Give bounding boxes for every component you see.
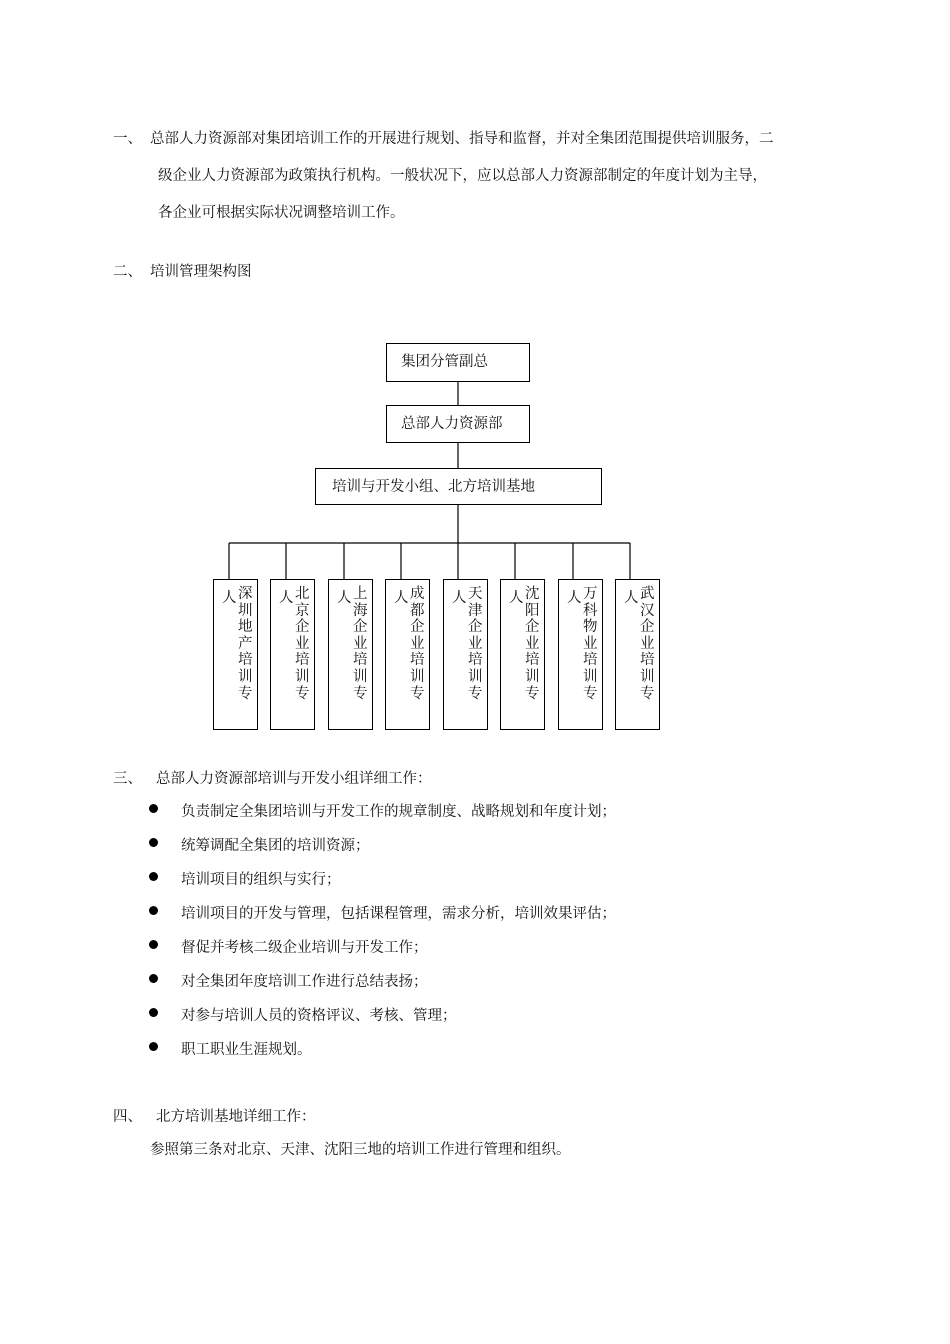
bullet-icon <box>149 974 158 983</box>
section3-item-7: 对参与培训人员的资格评议、考核、管理； <box>181 1008 457 1024</box>
section1-number: 一、 <box>113 131 142 147</box>
bullet-icon <box>149 1042 158 1051</box>
org-branch-tianjin <box>443 579 488 730</box>
branch-prefix: 人 <box>624 590 639 606</box>
org-box-hr-department <box>386 405 530 443</box>
bullet-icon <box>149 906 158 915</box>
section3-title: 总部人力资源部培训与开发小组详细工作： <box>156 771 432 787</box>
section4-body: 参照第三条对北京、天津、沈阳三地的培训工作进行管理和组织。 <box>150 1142 571 1158</box>
branch-label: 北京企业培训专 <box>295 586 310 702</box>
section1-line-1: 总部人力资源部对集团培训工作的开展进行规划、指导和监督，并对全集团范围提供培训服务，二 <box>150 131 774 147</box>
section4-number: 四、 <box>113 1109 142 1125</box>
branch-prefix: 人 <box>394 590 409 606</box>
bullet-icon <box>149 940 158 949</box>
org-box-vice-president-label: 集团分管副总 <box>401 354 488 370</box>
org-branch-chengdu <box>385 579 430 730</box>
branch-label: 上海企业培训专 <box>353 586 368 702</box>
org-box-training-group-label: 培训与开发小组、北方培训基地 <box>332 479 535 495</box>
section2-title: 培训管理架构图 <box>150 264 252 280</box>
org-branch-shenyang <box>500 579 545 730</box>
section3-item-2: 统筹调配全集团的培训资源； <box>181 838 370 854</box>
section3-item-8: 职工职业生涯规划。 <box>181 1042 312 1058</box>
section3-item-6: 对全集团年度培训工作进行总结表扬； <box>181 974 428 990</box>
branch-label: 深圳地产培训专 <box>238 586 253 702</box>
branch-label: 天津企业培训专 <box>468 586 483 702</box>
branch-prefix: 人 <box>279 590 294 606</box>
org-box-training-group <box>315 468 602 505</box>
branch-label: 万科物业培训专 <box>583 586 598 702</box>
org-branch-beijing <box>270 579 315 730</box>
section3-item-5: 督促并考核二级企业培训与开发工作； <box>181 940 428 956</box>
branch-prefix: 人 <box>567 590 582 606</box>
branch-prefix: 人 <box>452 590 467 606</box>
bullet-icon <box>149 872 158 881</box>
bullet-icon <box>149 838 158 847</box>
bullet-icon <box>149 1008 158 1017</box>
org-box-hr-department-label: 总部人力资源部 <box>401 416 503 432</box>
branch-label: 沈阳企业培训专 <box>525 586 540 702</box>
bullet-icon <box>149 804 158 813</box>
org-branch-shenzhen <box>213 579 258 730</box>
org-branch-shanghai <box>328 579 373 730</box>
branch-prefix: 人 <box>222 590 237 606</box>
section3-item-4: 培训项目的开发与管理，包括课程管理，需求分析，培训效果评估； <box>181 906 616 922</box>
branch-prefix: 人 <box>509 590 524 606</box>
section1-line-3: 各企业可根据实际状况调整培训工作。 <box>158 205 405 221</box>
branch-label: 成都企业培训专 <box>410 586 425 702</box>
section3-number: 三、 <box>113 771 142 787</box>
section4-title: 北方培训基地详细工作： <box>156 1109 316 1125</box>
section3-item-3: 培训项目的组织与实行； <box>181 872 341 888</box>
org-branch-vanke-property <box>558 579 603 730</box>
org-branch-wuhan <box>615 579 660 730</box>
branch-prefix: 人 <box>337 590 352 606</box>
section2-number: 二、 <box>113 264 142 280</box>
org-box-vice-president <box>386 343 530 382</box>
section3-item-1: 负责制定全集团培训与开发工作的规章制度、战略规划和年度计划； <box>181 804 616 820</box>
branch-label: 武汉企业培训专 <box>640 586 655 702</box>
section1-line-2: 级企业人力资源部为政策执行机构。一般状况下，应以总部人力资源部制定的年度计划为主导， <box>158 168 767 184</box>
